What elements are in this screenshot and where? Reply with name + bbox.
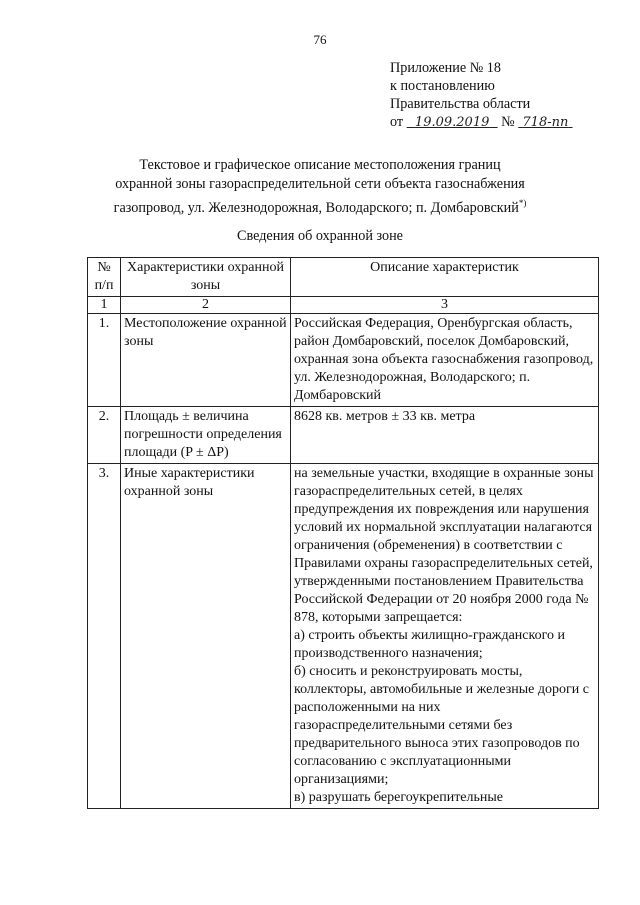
description-paragraph: Российская Федерация, Оренбургская область, район Домбаровский, поселок Домбаровский, охранная зона объекта газоснабжения газопровод, ул. Железнодорожная, Володарского; п. Домбаровский <box>294 316 594 403</box>
table-header-row <box>88 258 599 297</box>
appendix-date-line <box>390 113 573 132</box>
appendix-line-1: Приложение № 18 <box>390 60 501 76</box>
appendix-block <box>390 59 573 132</box>
appendix-line-2: к постановлению <box>390 78 495 94</box>
column-number-row <box>88 297 599 314</box>
row-characteristic: Иные характеристики охранной зоны <box>121 464 291 809</box>
handwritten-date: 19.09.2019 <box>414 115 490 130</box>
table-row <box>88 464 599 809</box>
column-number: 3 <box>291 297 599 314</box>
row-description <box>291 464 599 809</box>
row-number: 1. <box>88 314 121 407</box>
document-title <box>60 156 580 218</box>
row-number: 3. <box>88 464 121 809</box>
description-paragraph: в) разрушать берегоукрепительные <box>294 790 504 805</box>
description-paragraph: на земельные участки, входящие в охранные зоны газораспределительных сетей, в целях предупреждения их повреждения или нарушения условий их нормальной эксплуатации налагаются ограничения (обременения) в соответствии с Правилами охраны газораспределительных сетей, утвержденными постановлением Правительства Российской Федерации от 20 ноября 2000 года № 878, которыми запрещается: <box>294 466 594 625</box>
description-paragraph: а) строить объекты жилищно-гражданского и производственного назначения; <box>294 628 565 661</box>
header-number: № п/п <box>88 258 121 297</box>
table-row <box>88 314 599 407</box>
footnote-mark: *) <box>518 198 527 208</box>
handwritten-number: 718-пп <box>522 115 569 130</box>
header-description: Описание характеристик <box>291 258 599 297</box>
description-paragraph: 8628 кв. метров ± 33 кв. метра <box>294 409 476 424</box>
column-number: 1 <box>88 297 121 314</box>
row-description <box>291 314 599 407</box>
page-number: 76 <box>313 32 327 47</box>
title-line-1: Текстовое и графическое описание местоположения границ <box>139 157 501 173</box>
date-prefix: от <box>390 114 404 130</box>
row-number: 2. <box>88 407 121 464</box>
section-subtitle: Сведения об охранной зоне <box>237 228 403 244</box>
appendix-line-3: Правительства области <box>390 96 531 112</box>
zone-info-table <box>87 257 599 809</box>
number-prefix: № <box>501 114 515 130</box>
row-description <box>291 407 599 464</box>
column-number: 2 <box>121 297 291 314</box>
description-paragraph: б) сносить и реконструировать мосты, коллекторы, автомобильные и железные дороги с расположенными на них газораспределительными сетями без предварительного выноса этих газопроводов по согласованию с эксплуатационными организациями; <box>294 664 589 787</box>
title-line-3: газопровод, ул. Железнодорожная, Володарского; п. Домбаровский*) <box>113 198 527 216</box>
header-characteristics: Характеристики охранной зоны <box>121 258 291 297</box>
row-characteristic: Площадь ± величина погрешности определения площади (P ± ΔP) <box>121 407 291 464</box>
row-characteristic: Местоположение охранной зоны <box>121 314 291 407</box>
title-line-2: охранной зоны газораспределительной сети объекта газоснабжения <box>115 176 525 192</box>
table-row <box>88 407 599 464</box>
